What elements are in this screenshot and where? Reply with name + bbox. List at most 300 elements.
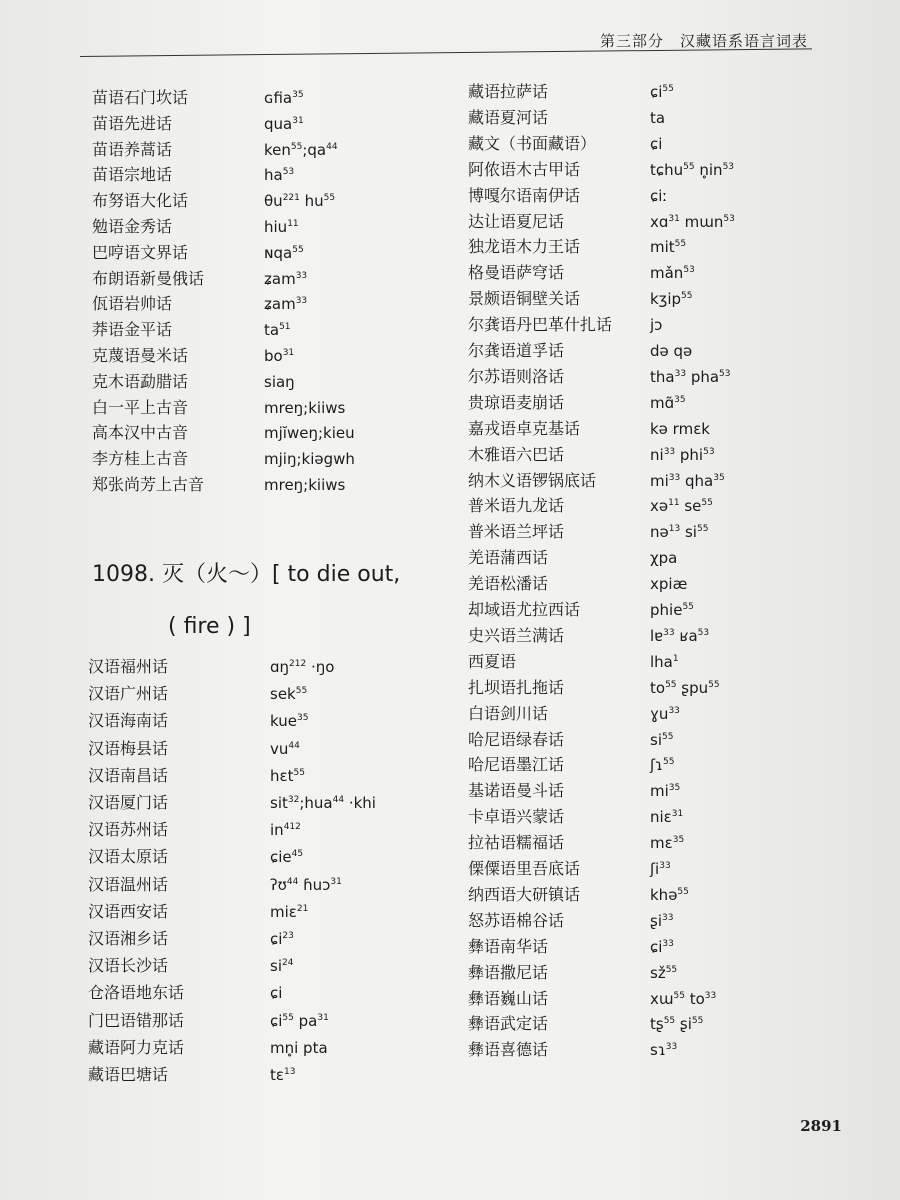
ipa-segment: pha — [686, 367, 720, 386]
dialect-name: 汉语湘乡话 — [88, 929, 169, 948]
tone-number: 1 — [672, 653, 679, 664]
dialect-name: 西夏语 — [468, 651, 517, 671]
tone-number: 35 — [672, 835, 685, 846]
dictionary-entry — [468, 704, 850, 726]
ipa-transcription — [650, 678, 720, 698]
dialect-name: 郑张尚芳上古音 — [92, 475, 205, 494]
ipa-segment: qha — [680, 471, 714, 490]
running-header: 第三部分 汉藏语系语言词表 — [599, 32, 808, 50]
dialect-name: 仓洛语地东话 — [88, 983, 185, 1003]
dictionary-entry — [468, 548, 850, 570]
tone-number: 55 — [295, 686, 308, 697]
ipa-segment: ta — [264, 321, 280, 340]
dialect-name: 达让语夏尼话 — [468, 211, 565, 231]
ipa-transcription — [650, 652, 679, 672]
tone-number: 33 — [295, 296, 308, 307]
tone-number: 55 — [292, 244, 304, 255]
ipa-transcription — [650, 367, 731, 387]
dialect-name: 景颇语铜壁关话 — [468, 289, 581, 309]
ipa-transcription — [270, 1011, 329, 1031]
ipa-segment: ;qa — [302, 140, 327, 159]
ipa-segment: ken — [264, 140, 291, 159]
ipa-segment: ʃɿ — [650, 756, 663, 775]
dictionary-entry — [468, 341, 850, 363]
tone-number: 35 — [668, 783, 681, 794]
ipa-segment: khə — [650, 885, 678, 904]
dictionary-entry — [92, 243, 464, 265]
ipa-segment: mɛ — [650, 834, 673, 853]
ipa-transcription — [650, 496, 713, 516]
ipa-segment: ɕi — [270, 1011, 283, 1030]
dictionary-entry — [468, 186, 850, 208]
dictionary-entry — [468, 833, 850, 855]
tone-number: 33 — [704, 990, 717, 1001]
ipa-segment: mɯn — [679, 212, 724, 231]
ipa-segment: xpiæ — [650, 575, 688, 594]
dialect-name: 汉语福州话 — [88, 657, 169, 676]
ipa-segment: ʂi — [675, 1015, 692, 1034]
ipa-segment: miɛ — [270, 902, 297, 921]
ipa-transcription — [270, 956, 293, 976]
tone-number: 55 — [683, 161, 695, 172]
ipa-transcription — [650, 445, 715, 465]
ipa-segment: ʔʊ — [270, 875, 287, 894]
dictionary-entry — [468, 989, 850, 1011]
ipa-segment: χpa — [650, 549, 678, 568]
ipa-transcription — [650, 600, 694, 620]
dictionary-entry — [468, 496, 850, 518]
tone-number: 55 — [663, 1016, 676, 1027]
dictionary-entry — [92, 372, 464, 394]
dialect-name: 木雅语六巴话 — [468, 444, 565, 464]
tone-number: 55 — [696, 524, 709, 535]
ipa-segment: ɣu — [650, 704, 669, 723]
ipa-segment: kue — [270, 712, 297, 731]
tone-number: 53 — [683, 265, 695, 276]
tone-number: 33 — [295, 270, 308, 281]
dialect-name: 羌语蒲西话 — [468, 548, 549, 568]
ipa-transcription — [650, 160, 734, 180]
dialect-name: 哈尼语绿春话 — [468, 729, 565, 749]
ipa-segment: pa — [293, 1011, 318, 1030]
dialect-name: 羌语松潘话 — [468, 574, 549, 594]
tone-number: 53 — [719, 368, 731, 379]
tone-number: 24 — [281, 958, 294, 969]
ipa-transcription — [650, 626, 709, 646]
ipa-segment: ni — [650, 445, 664, 464]
ipa-transcription — [650, 393, 686, 413]
dialect-name: 汉语西安话 — [88, 901, 169, 921]
ipa-segment: mit — [650, 238, 675, 257]
tone-number: 55 — [701, 498, 713, 509]
dialect-name: 普米语九龙话 — [468, 496, 565, 516]
ipa-transcription — [650, 704, 680, 724]
ipa-transcription — [264, 140, 338, 160]
dictionary-entry — [468, 626, 850, 648]
tone-number: 55 — [282, 1012, 294, 1023]
ipa-transcription — [650, 134, 662, 154]
ipa-transcription — [264, 165, 294, 185]
dictionary-entry — [468, 885, 850, 907]
ipa-segment: nə — [650, 523, 669, 542]
tone-number: 35 — [674, 394, 686, 405]
ipa-transcription — [270, 739, 300, 759]
dialect-name: 苗语先进话 — [92, 113, 173, 133]
ipa-segment: ʂi — [650, 911, 662, 930]
dictionary-entry — [88, 1011, 470, 1033]
tone-number: 55 — [290, 141, 303, 152]
ipa-transcription — [650, 781, 680, 801]
dialect-name: 基诺语曼斗话 — [468, 781, 565, 801]
ipa-transcription — [270, 847, 303, 867]
tone-number: 31 — [330, 876, 342, 887]
ipa-segment: ta — [650, 108, 666, 127]
ipa-transcription — [270, 983, 282, 1003]
ipa-transcription — [650, 755, 674, 775]
dialect-name: 彝语喜德话 — [468, 1040, 549, 1060]
ipa-transcription — [650, 859, 671, 879]
ipa-segment: kʒip — [650, 290, 682, 309]
dialect-name: 白语剑川话 — [468, 703, 549, 723]
dialect-name: 高本汉中古音 — [92, 423, 189, 443]
tone-number: 23 — [282, 931, 294, 941]
ipa-segment: ʂpu — [676, 678, 709, 697]
dialect-name: 史兴语兰满话 — [468, 625, 565, 645]
dialect-name: 藏语拉萨话 — [468, 82, 549, 101]
dialect-name: 嘉戎语卓克基话 — [468, 418, 581, 438]
dialect-name: 拉祜语糯福话 — [468, 833, 565, 853]
dictionary-entry — [468, 522, 850, 544]
ipa-transcription — [264, 294, 307, 314]
ipa-segment: si — [680, 523, 697, 542]
tone-number: 33 — [665, 1042, 678, 1053]
dialect-name: 汉语苏州话 — [88, 820, 169, 840]
dictionary-entry — [88, 902, 470, 924]
tone-number: 221 — [282, 193, 300, 204]
tone-number: 13 — [284, 1067, 296, 1077]
dictionary-entry — [88, 847, 470, 869]
section-number: 1098. — [92, 562, 155, 587]
ipa-transcription — [264, 346, 294, 366]
tone-number: 31 — [282, 348, 295, 358]
ipa-transcription — [264, 372, 295, 392]
ipa-segment: mreŋ;kiiws — [264, 398, 346, 417]
dictionary-entry — [468, 937, 850, 959]
ipa-segment: siaŋ — [264, 372, 295, 391]
ipa-transcription — [270, 684, 307, 704]
ipa-segment: tɛ — [270, 1066, 284, 1084]
dictionary-entry — [468, 859, 850, 881]
tone-number: 11 — [668, 498, 680, 509]
ipa-segment: ɕie — [270, 848, 292, 867]
dialect-name: 汉语长沙话 — [88, 956, 169, 976]
ipa-transcription — [650, 419, 710, 439]
ipa-segment: θu — [264, 192, 283, 211]
dictionary-entry — [92, 475, 464, 497]
dictionary-entry — [92, 165, 464, 187]
dialect-name: 汉语太原话 — [88, 847, 169, 867]
ipa-transcription — [270, 793, 376, 813]
dialect-name: 汉语厦门话 — [88, 793, 169, 812]
dialect-name: 苗语养蒿话 — [92, 139, 173, 159]
ipa-segment: ɕi — [650, 937, 663, 956]
dictionary-entry — [92, 423, 464, 445]
header-rule — [80, 48, 812, 57]
dictionary-entry — [92, 449, 464, 471]
ipa-segment: ʑam — [264, 295, 296, 314]
ipa-transcription — [650, 82, 674, 102]
dictionary-entry — [468, 1014, 850, 1036]
dictionary-entry — [468, 134, 850, 156]
ipa-segment: ɕi — [270, 984, 283, 1003]
tone-number: 33 — [668, 472, 681, 483]
ipa-segment: in — [270, 821, 284, 840]
dictionary-entry — [468, 471, 850, 493]
ipa-transcription — [650, 341, 692, 361]
ipa-segment: ·khi — [344, 794, 376, 812]
ipa-transcription — [264, 191, 335, 211]
dictionary-entry — [468, 445, 850, 467]
tone-number: 33 — [663, 627, 675, 638]
dictionary-entry — [468, 367, 850, 389]
dictionary-entry — [88, 793, 470, 815]
tone-number: 55 — [682, 602, 694, 612]
ipa-segment: xɑ — [650, 212, 669, 231]
dialect-name: 藏语阿力克话 — [88, 1037, 185, 1057]
ipa-transcription — [650, 548, 677, 568]
ipa-transcription — [650, 885, 689, 905]
ipa-transcription — [264, 243, 304, 263]
dictionary-entry — [88, 739, 470, 761]
dictionary-entry — [468, 755, 850, 777]
tone-number: 31 — [317, 1012, 329, 1023]
page-number: 2891 — [800, 1117, 842, 1135]
ipa-transcription — [270, 820, 301, 840]
tone-number: 412 — [283, 822, 301, 833]
dictionary-entry — [468, 160, 850, 182]
dictionary-entry — [92, 320, 464, 342]
ipa-segment: ɑŋ — [270, 658, 290, 676]
ipa-segment: mǎn — [650, 264, 684, 283]
dictionary-entry — [468, 730, 850, 752]
dictionary-entry — [88, 875, 470, 897]
dialect-name: 博嘎尔语南伊话 — [468, 185, 581, 205]
dialect-name: 彝语南华话 — [468, 936, 549, 956]
ipa-segment: n̥in — [694, 160, 723, 179]
ipa-segment: sit — [270, 794, 288, 812]
tone-number: 35 — [292, 90, 304, 100]
dialect-name: 勉语金秀话 — [92, 217, 173, 236]
dictionary-entry — [468, 82, 850, 104]
ipa-transcription — [650, 807, 683, 827]
dictionary-entry — [92, 346, 464, 368]
ipa-segment: si — [270, 957, 282, 976]
ipa-segment: mreŋ;kiiws — [264, 476, 346, 494]
dialect-name: 苗语宗地话 — [92, 165, 173, 185]
dictionary-entry — [92, 114, 464, 136]
tone-number: 35 — [296, 713, 309, 724]
dialect-name: 尔苏语则洛话 — [468, 366, 565, 386]
ipa-segment: mɑ̃ — [650, 393, 675, 412]
tone-number: 31 — [668, 213, 680, 224]
ipa-segment: sɿ — [650, 1041, 666, 1060]
ipa-segment: mjĭweŋ;kieu — [264, 424, 355, 443]
tone-number: 11 — [287, 219, 299, 229]
dialect-name: 巴哼语文界话 — [92, 242, 189, 262]
dialect-name: 贵琼语麦崩话 — [468, 392, 565, 412]
dialect-name: 藏语巴塘话 — [88, 1065, 169, 1084]
dictionary-entry — [468, 419, 850, 441]
dialect-name: 普米语兰坪话 — [468, 522, 565, 542]
tone-number: 33 — [663, 446, 676, 457]
dictionary-entry — [92, 217, 464, 239]
ipa-transcription — [270, 902, 308, 922]
ipa-segment: jɔ — [650, 316, 663, 335]
ipa-transcription — [650, 989, 716, 1009]
tone-number: 53 — [282, 167, 295, 178]
ipa-segment: qua — [264, 114, 293, 133]
ipa-segment: tɕhu — [650, 160, 684, 179]
tone-number: 53 — [703, 446, 715, 457]
dialect-name: 藏语夏河话 — [468, 107, 549, 127]
tone-number: 44 — [326, 141, 338, 152]
ipa-segment: ɕi — [650, 83, 663, 101]
ipa-transcription — [650, 574, 687, 594]
dialect-name: 哈尼语墨江话 — [468, 755, 565, 775]
ipa-segment: ;hua — [299, 794, 333, 812]
dictionary-entry — [468, 652, 850, 674]
dictionary-entry — [468, 263, 850, 285]
dictionary-entry — [92, 269, 464, 291]
tone-number: 55 — [663, 757, 675, 768]
dictionary-entry — [88, 820, 470, 842]
dictionary-entry — [468, 237, 850, 259]
tone-number: 21 — [296, 903, 309, 914]
ipa-segment: ɴqa — [264, 243, 293, 262]
ipa-transcription — [650, 263, 695, 283]
ipa-transcription — [650, 471, 725, 491]
ipa-segment: lha — [650, 652, 673, 671]
tone-number: 55 — [673, 990, 685, 1001]
ipa-segment: si — [650, 730, 662, 749]
dialect-name: 尔龚语丹巴革什扎话 — [468, 315, 613, 335]
ipa-segment: sž — [650, 963, 666, 982]
tone-number: 55 — [661, 731, 674, 742]
tone-number: 33 — [662, 938, 674, 949]
tone-number: 212 — [289, 659, 307, 669]
tone-number: 45 — [291, 849, 304, 860]
dictionary-entry — [88, 983, 470, 1005]
ipa-segment: to — [650, 678, 666, 697]
ipa-segment: ɕiː — [650, 186, 668, 205]
dialect-name: 李方桂上古音 — [92, 449, 189, 469]
dialect-name: 彝语巍山话 — [468, 988, 549, 1008]
ipa-transcription — [264, 398, 345, 418]
ipa-segment: hiu — [264, 218, 288, 236]
ipa-segment: kə rmɛk — [650, 419, 710, 438]
dictionary-entry — [468, 678, 850, 700]
ipa-segment: ɕi — [270, 930, 283, 948]
dialect-name: 布朗语新曼俄话 — [92, 268, 205, 288]
tone-number: 55 — [293, 767, 305, 778]
dictionary-entry — [88, 956, 470, 978]
tone-number: 33 — [659, 861, 671, 871]
ipa-segment: mn̥i pta — [270, 1038, 328, 1057]
ipa-transcription — [650, 833, 684, 853]
ipa-segment: ɕi — [650, 134, 663, 153]
tone-number: 53 — [722, 161, 735, 172]
ipa-transcription — [650, 108, 665, 128]
ipa-segment: ha — [264, 166, 283, 185]
ipa-segment: ʃi — [650, 860, 660, 878]
ipa-segment: hɛt — [270, 766, 294, 785]
ipa-transcription — [650, 963, 677, 983]
dictionary-entry — [468, 574, 850, 596]
ipa-transcription — [650, 289, 693, 309]
dictionary-entry — [468, 1040, 850, 1062]
ipa-segment: tʂ — [650, 1015, 664, 1034]
dialect-name: 克蔑语曼米话 — [92, 346, 189, 365]
dialect-name: 独龙语木力王话 — [468, 237, 581, 257]
tone-number: 55 — [691, 1016, 704, 1027]
ipa-transcription — [650, 1040, 677, 1060]
dictionary-entry — [88, 684, 470, 706]
ipa-segment: bo — [264, 347, 283, 365]
ipa-transcription — [270, 657, 334, 677]
ipa-transcription — [264, 114, 304, 134]
ipa-transcription — [270, 766, 305, 786]
dictionary-entry — [88, 929, 470, 951]
dialect-name: 佤语岩帅话 — [92, 294, 173, 314]
dictionary-entry — [468, 781, 850, 803]
tone-number: 13 — [668, 524, 681, 535]
section-title-line2: ( fire ) ] — [168, 614, 251, 639]
ipa-transcription — [650, 237, 686, 257]
dialect-name: 格曼语萨穹话 — [468, 263, 565, 283]
dialect-name: 白一平上古音 — [92, 397, 189, 417]
dialect-name: 汉语南昌话 — [88, 765, 169, 785]
tone-number: 44 — [332, 795, 345, 805]
tone-number: 44 — [286, 876, 299, 887]
dictionary-entry — [468, 807, 850, 829]
tone-number: 55 — [662, 84, 674, 94]
ipa-transcription — [650, 315, 662, 335]
dialect-name: 纳西语大研镇话 — [468, 884, 581, 904]
ipa-segment: phi — [675, 445, 704, 464]
dictionary-entry — [92, 140, 464, 162]
dialect-name: 门巴语错那话 — [88, 1010, 185, 1030]
ipa-segment: xə — [650, 497, 669, 516]
tone-number: 33 — [661, 912, 674, 923]
ipa-segment: mi — [650, 782, 669, 801]
ipa-segment: ʁa — [674, 626, 698, 645]
tone-number: 51 — [279, 322, 291, 333]
ipa-segment: ɦuɔ — [298, 875, 331, 894]
dictionary-entry — [468, 289, 850, 311]
ipa-segment: ʑam — [264, 269, 296, 288]
dialect-name: 却域语尤拉西话 — [468, 600, 581, 619]
tone-number: 55 — [708, 679, 720, 690]
ipa-segment: hu — [299, 192, 324, 211]
dictionary-entry — [468, 600, 850, 622]
dialect-name: 汉语海南话 — [88, 711, 169, 731]
ipa-segment: ·ŋo — [306, 658, 335, 676]
tone-number: 53 — [723, 213, 735, 224]
ipa-transcription — [264, 320, 291, 340]
ipa-segment: lɐ — [650, 626, 664, 645]
ipa-segment: niɛ — [650, 808, 672, 827]
tone-number: 31 — [671, 809, 684, 820]
